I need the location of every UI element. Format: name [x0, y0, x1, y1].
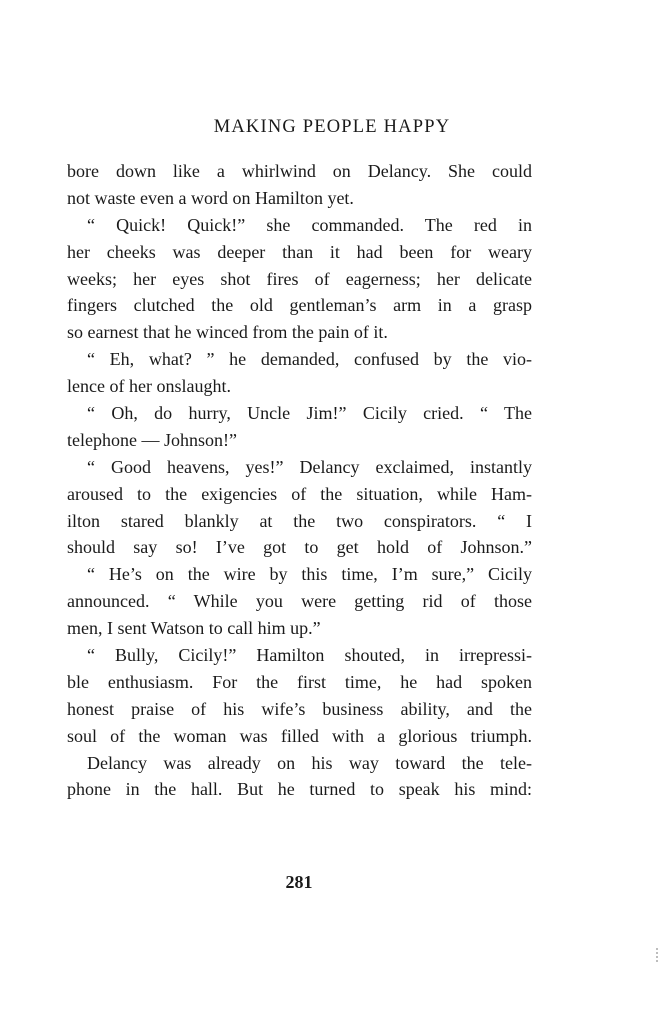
text-line: should say so! I’ve got to get hold of Johnson.”	[67, 537, 532, 558]
text-line: ble enthusiasm. For the first time, he had spoken	[67, 671, 532, 692]
text-line: ilton stared blankly at the two conspirators. “ I	[67, 510, 532, 531]
text-line: her cheeks was deeper than it had been for weary	[67, 241, 532, 262]
text-line: so earnest that he winced from the pain of it.	[67, 322, 388, 343]
text-line: lence of her onslaught.	[67, 376, 231, 397]
text-line: bore down like a whirlwind on Delancy. She could	[67, 161, 532, 181]
scan-artifact	[656, 948, 658, 962]
text-line: soul of the woman was filled with a glorious triumph.	[67, 725, 532, 746]
text-line: “ He’s on the wire by this time, I’m sure,” Cicily	[87, 564, 532, 585]
text-line: men, I sent Watson to call him up.”	[67, 618, 321, 639]
text-line: phone in the hall. But he turned to speak his mind:	[67, 779, 532, 800]
text-line: weeks; her eyes shot fires of eagerness; her delicate	[67, 268, 532, 289]
text-line: fingers clutched the old gentleman’s arm in a grasp	[67, 295, 532, 316]
text-line: telephone — Johnson!”	[67, 429, 237, 450]
text-line: not waste even a word on Hamilton yet.	[67, 187, 354, 208]
text-line: “ Bully, Cicily!” Hamilton shouted, in irrepressi-	[87, 645, 532, 666]
text-line: “ Quick! Quick!” she commanded. The red in	[87, 214, 532, 235]
text-line: Delancy was already on his way toward the tele-	[87, 752, 532, 773]
text-line: aroused to the exigencies of the situation, while Ham-	[67, 483, 532, 504]
text-line: “ Oh, do hurry, Uncle Jim!” Cicily cried. “ The	[87, 403, 532, 424]
running-head: MAKING PEOPLE HAPPY	[213, 117, 451, 137]
text-line: announced. “ While you were getting rid of those	[67, 591, 532, 612]
text-line: “ Good heavens, yes!” Delancy exclaimed, instantly	[87, 456, 532, 477]
page-number: 281	[285, 872, 313, 892]
text-line: “ Eh, what? ” he demanded, confused by the vio-	[87, 349, 532, 370]
text-line: honest praise of his wife’s business ability, and the	[67, 698, 532, 719]
body-text	[67, 158, 532, 803]
